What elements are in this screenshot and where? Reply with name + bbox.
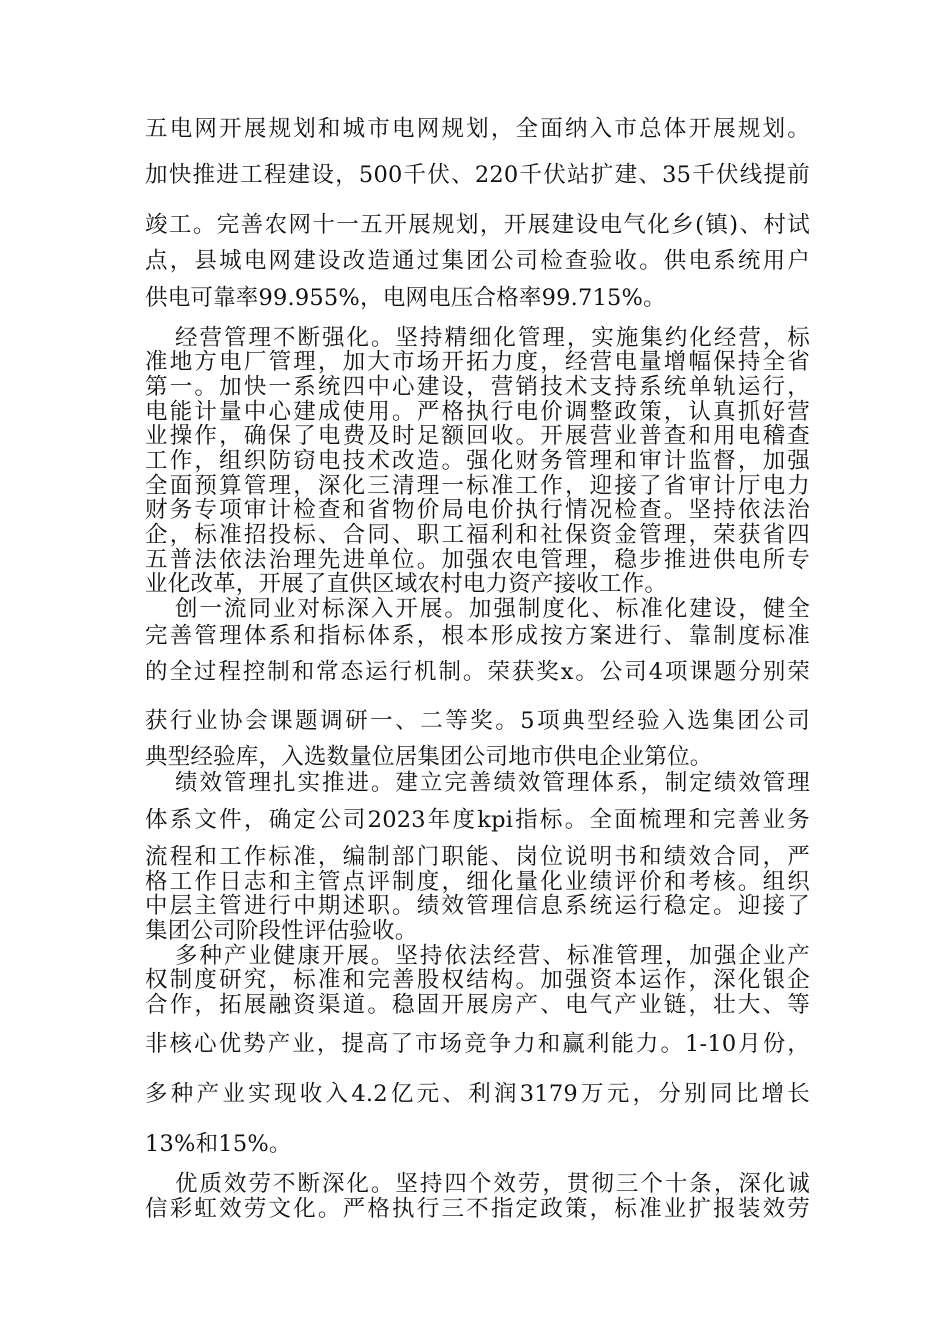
text-line: 体系文件，确定公司2023年度kpi指标。全面梳理和完善业务 — [145, 807, 810, 833]
text-line: 竣工。完善农网十一五开展规划，开展建设电气化乡(镇)、村试 — [145, 212, 810, 238]
text-line: 权制度研究，标准和完善股权结构。加强资本运作，深化银企 — [145, 967, 810, 993]
text-line: 多种产业实现收入4.2亿元、利润3179万元，分别同比增长 — [145, 1081, 810, 1107]
text-line: 中层主管进行中期述职。绩效管理信息系统运行稳定。迎接了 — [145, 893, 810, 919]
text-line: 完善管理体系和指标体系，根本形成按方案进行、靠制度标准 — [145, 623, 810, 649]
text-line: 合作，拓展融资渠道。稳固开展房产、电气产业链，壮大、等 — [145, 992, 810, 1018]
text-line: 供电可靠率99.955%，电网电压合格率99.715%。 — [145, 285, 666, 311]
paragraph-start: 绩效管理扎实推进。建立完善绩效管理体系，制定绩效管理 — [175, 770, 810, 796]
text-line: 点，县城电网建设改造通过集团公司检查验收。供电系统用户 — [145, 248, 810, 274]
paragraph-start: 创一流同业对标深入开展。加强制度化、标准化建设，健全 — [175, 596, 810, 622]
text-line: 的全过程控制和常态运行机制。荣获奖x。公司4项课题分别荣 — [145, 659, 810, 685]
text-line: 五电网开展规划和城市电网规划，全面纳入市总体开展规划。 — [145, 116, 810, 142]
text-line: 典型经验库，入选数量位居集团公司地市供电企业第位。 — [145, 744, 713, 770]
paragraph-start: 经营管理不断强化。坚持精细化管理，实施集约化经营，标 — [175, 325, 810, 351]
text-line: 非核心优势产业，提高了市场竞争力和赢利能力。1-10月份， — [145, 1031, 810, 1057]
paragraph-start: 多种产业健康开展。坚持依法经营、标准管理，加强企业产 — [175, 943, 810, 969]
text-line: 获行业协会课题调研一、二等奖。5项典型经验入选集团公司 — [145, 708, 810, 734]
paragraph-start: 优质效劳不断深化。坚持四个效劳，贯彻三个十条，深化诚 — [175, 1171, 810, 1197]
text-line: 企，标准招投标、合同、职工福利和社保资金管理，荣获省四 — [145, 522, 810, 548]
text-line: 第一。加快一系统四中心建设，营销技术支持系统单轨运行， — [145, 374, 810, 400]
text-line: 业化改革，开展了直供区域农村电力资产接收工作。 — [145, 571, 668, 597]
text-line: 流程和工作标准，编制部门职能、岗位说明书和绩效合同，严 — [145, 844, 810, 870]
text-line: 加快推进工程建设，500千伏、220千伏站扩建、35千伏线提前 — [145, 162, 810, 188]
text-line: 财务专项审计检查和省物价局电价执行情况检查。坚持依法治 — [145, 497, 810, 523]
text-line: 13%和15%。 — [145, 1131, 292, 1157]
text-line: 全面预算管理，深化三清理一标准工作，迎接了省审计厅电力 — [145, 473, 810, 499]
text-line: 电能计量中心建成使用。严格执行电价调整政策，认真抓好营 — [145, 399, 810, 425]
text-line: 信彩虹效劳文化。严格执行三不指定政策，标准业扩报装效劳 — [145, 1196, 810, 1222]
text-line: 业操作，确保了电费及时足额回收。开展营业普查和用电稽查 — [145, 423, 810, 449]
text-line: 格工作日志和主管点评制度，细化量化业绩评价和考核。组织 — [145, 869, 810, 895]
text-line: 准地方电厂管理，加大市场开拓力度，经营电量增幅保持全省 — [145, 349, 810, 375]
text-line: 五普法依法治理先进单位。加强农电管理，稳步推进供电所专 — [145, 547, 810, 573]
text-line: 工作，组织防窃电技术改造。强化财务管理和审计监督，加强 — [145, 448, 810, 474]
text-line: 集团公司阶段性评估验收。 — [145, 918, 418, 944]
